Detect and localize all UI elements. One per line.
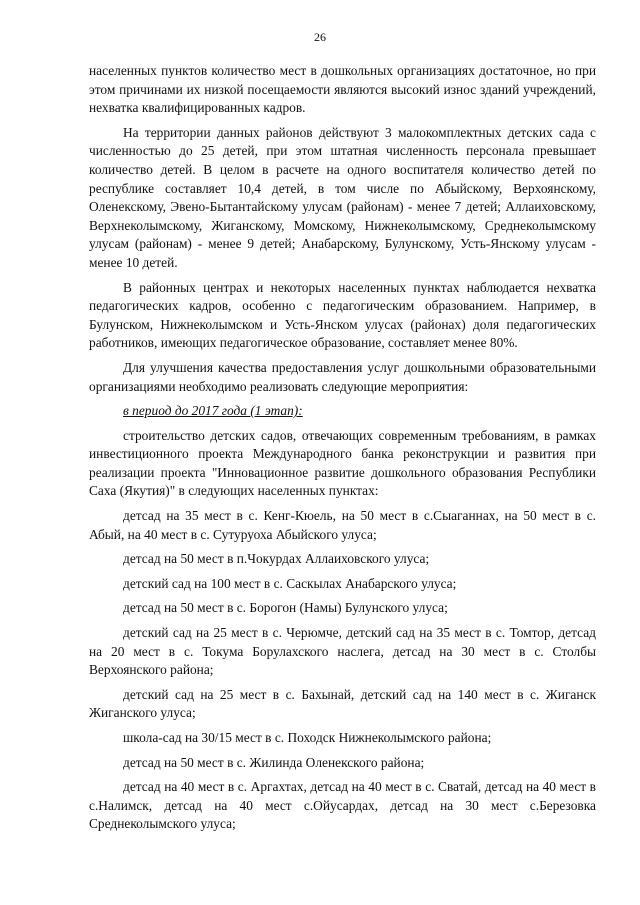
paragraph: В районных центрах и некоторых населенных пунктах наблюдается нехватка педагогических кадров, особенно с педагогическим образованием. Например, в Булунском, Нижнеколымском и Усть-Янском улусах (районах) доля педагогических работников, имеющих педагогическое образование, составляет менее 80%. bbox=[89, 279, 596, 351]
list-item: школа-сад на 30/15 мест в с. Походск Нижнеколымского района; bbox=[123, 730, 492, 745]
paragraph: Для улучшения качества предоставления услуг дошкольными образовательными организациями необходимо реализовать следующие мероприятия: bbox=[89, 359, 596, 394]
document-body bbox=[89, 62, 596, 834]
list-item: детский сад на 25 мест в с. Бахынай, детский сад на 140 мест в с. Жиганск Жиганского улуса; bbox=[89, 686, 596, 721]
paragraph: На территории данных районов действуют 3 малокомплектных детских сада с численностью до 25 детей, при этом штатная численность персонала превышает количество детей. В целом в расчете на одного воспитателя количество детей по республике составляет 10,4 детей, в том числе по Абыйскому, Верхоянскому, Оленекскому, Эвено-Бытантайскому улусам (районам) - менее 7 детей; Аллаиховскому, Верхнеколымскому, Жиганскому, Момскому, Нижнеколымскому, Среднеколымскому улусам (районам) - менее 9 детей; Анабарскому, Булунскому, Усть-Янскому улусам - менее 10 детей. bbox=[89, 124, 596, 270]
paragraph: населенных пунктов количество мест в дошкольных организациях достаточное, но при этом причинами их низкой посещаемости являются высокий износ зданий учреждений, нехватка квалифицированных кадров. bbox=[89, 63, 596, 116]
list-item: детсад на 50 мест в с. Жилинда Оленекского района; bbox=[123, 754, 425, 770]
section-heading: в период до 2017 года (1 этап): bbox=[123, 403, 303, 419]
list-item: детсад на 35 мест в с. Кенг-Кюель, на 50 мест в с.Сыаганнах, на 50 мест в с. Абый, на 40 мест в с. Сутуруоха Абыйского улуса; bbox=[89, 508, 596, 542]
list-item: детский сад на 100 мест в с. Саскылах Анабарского улуса; bbox=[123, 575, 457, 591]
list-item: детсад на 50 мест в с. Борогон (Намы) Булунского улуса; bbox=[123, 600, 448, 616]
list-item: детсад на 40 мест в с. Аргахтах, детсад на 40 мест в с. Сватай, детсад на 40 мест в с.Налимск, детсад на 40 мест с.Ойусардах, детсад на 30 мест с.Березовка Среднеколымского улуса; bbox=[89, 779, 596, 832]
list-item: детский сад на 25 мест в с. Черюмче, детский сад на 35 мест в с. Томтор, детсад на 20 мест в с. Токума Борулахского наслега, детсад на 30 мест в с. Столбы Верхоянского района; bbox=[89, 625, 596, 678]
paragraph: строительство детских садов, отвечающих современным требованиям, в рамках инвестиционного проекта Международного банка реконструкции и развития при реализации проекта "Инновационное развитие дошкольного образования Республики Саха (Якутия)" в следующих населенных пунктах: bbox=[89, 427, 596, 499]
page-number: 26 bbox=[314, 30, 326, 44]
list-item: детсад на 50 мест в п.Чокурдах Аллаиховского улуса; bbox=[123, 551, 430, 567]
